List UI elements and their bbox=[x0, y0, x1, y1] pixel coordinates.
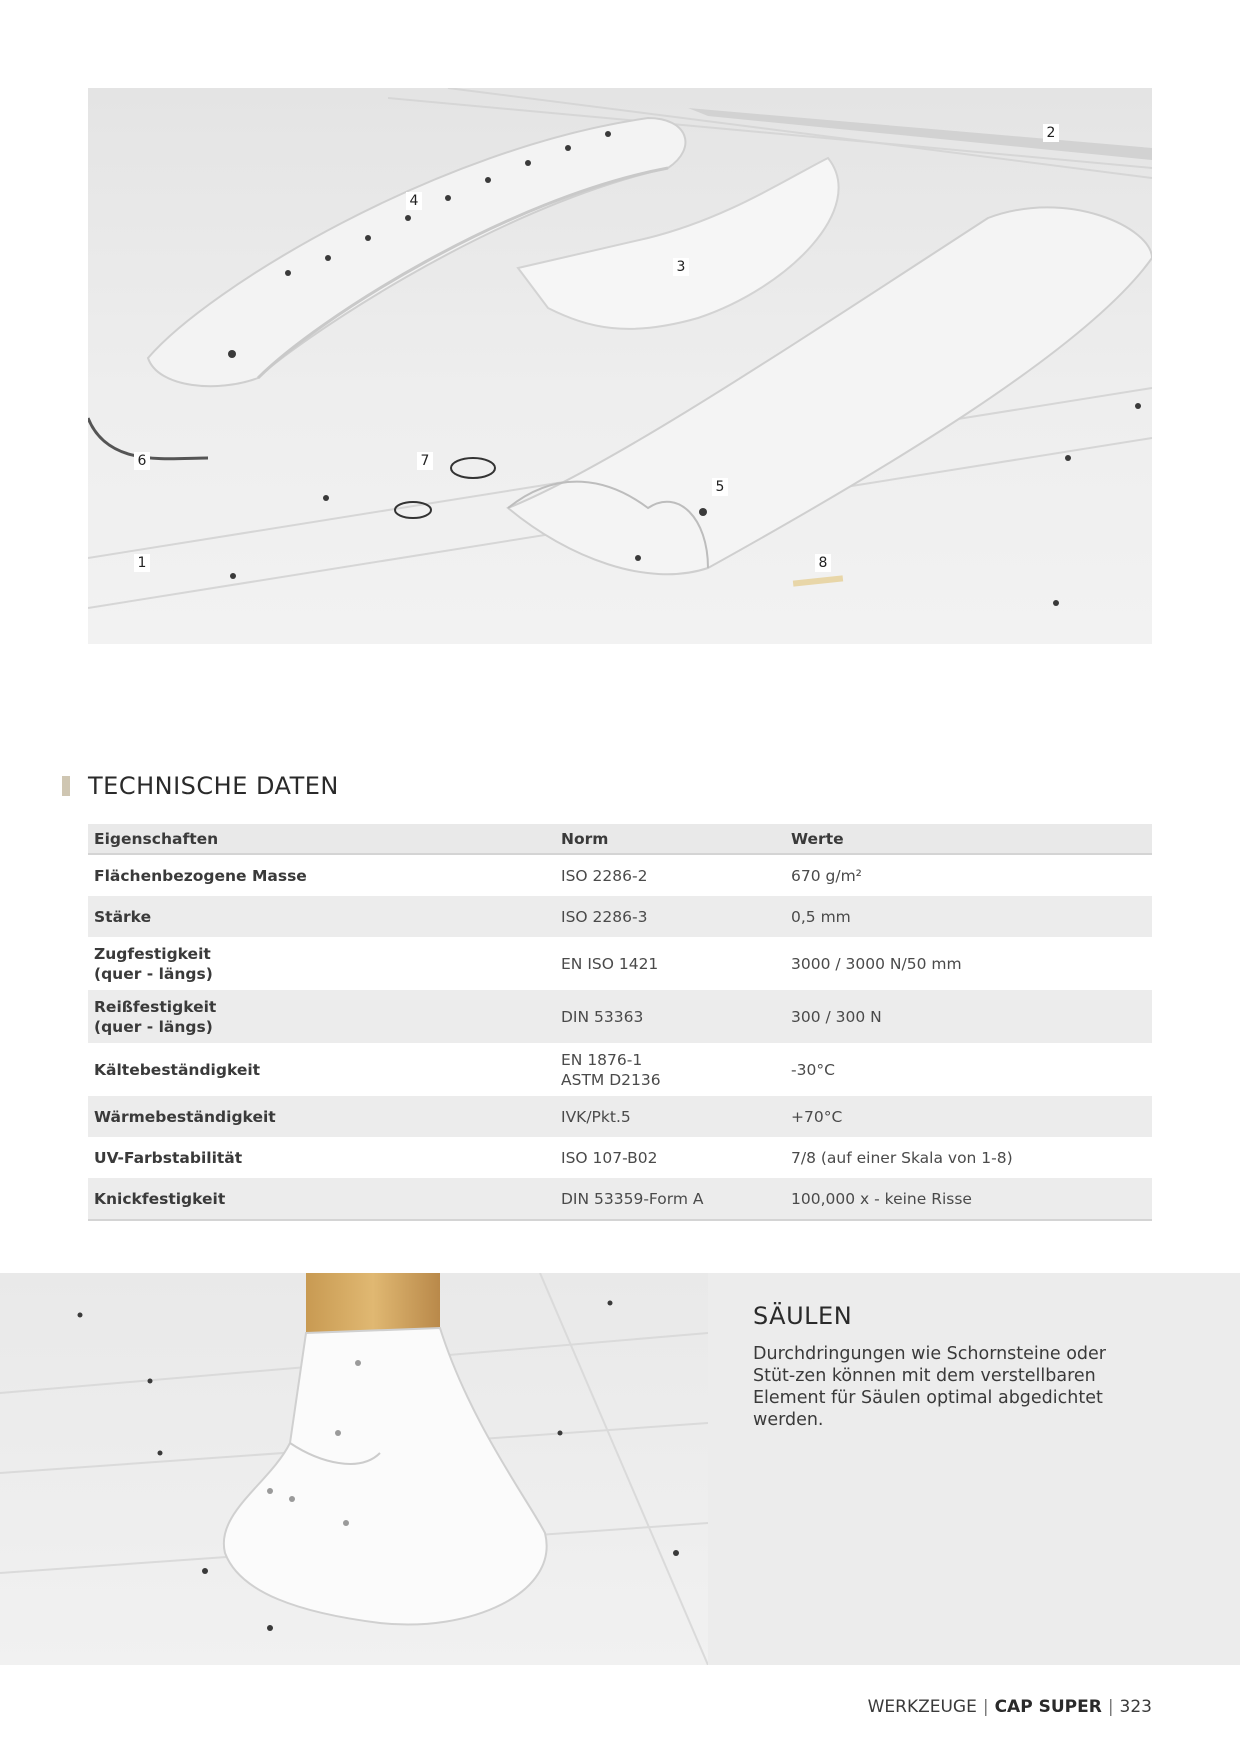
table-row bbox=[88, 1137, 1152, 1178]
property-cell: Stärke bbox=[88, 896, 555, 937]
value-cell: 0,5 mm bbox=[785, 896, 1152, 937]
table-row bbox=[88, 990, 1152, 1043]
value-cell: 670 g/m² bbox=[791, 866, 862, 885]
product-illustration bbox=[88, 88, 1152, 644]
footer-brand: CAP SUPER bbox=[994, 1697, 1102, 1717]
callout-6: 6 bbox=[134, 452, 150, 470]
value-cell: 100,000 x - keine Risse bbox=[785, 1178, 1152, 1220]
table-row bbox=[88, 1043, 1152, 1096]
norm-cell: IVK/Pkt.5 bbox=[555, 1096, 785, 1137]
page-number: 323 bbox=[1119, 1697, 1152, 1717]
header-norm: Norm bbox=[555, 824, 785, 854]
property-cell: Reißfestigkeit (quer - längs) bbox=[88, 990, 555, 1043]
header-value: Werte bbox=[785, 824, 1152, 854]
property-cell: UV-Farbstabilität bbox=[94, 1148, 243, 1167]
norm-cell: EN 1876-1 ASTM D2136 bbox=[561, 1050, 661, 1089]
callout-7: 7 bbox=[417, 452, 433, 470]
footer-divider: | bbox=[982, 1697, 989, 1717]
section-title: TECHNISCHE DATEN bbox=[88, 772, 339, 800]
technical-data-table bbox=[88, 824, 1152, 1221]
callout-8: 8 bbox=[815, 554, 831, 572]
value-cell: -30°C bbox=[791, 1060, 835, 1079]
property-cell: Wärmebeständigkeit bbox=[88, 1096, 555, 1137]
table-row bbox=[88, 937, 1152, 990]
table-header-row bbox=[88, 824, 1152, 854]
header-property: Eigenschaften bbox=[88, 824, 555, 854]
callout-1: 1 bbox=[134, 554, 150, 572]
value-cell: +70°C bbox=[785, 1096, 1152, 1137]
table-row bbox=[88, 1096, 1152, 1137]
property-cell: Kältebeständigkeit bbox=[94, 1060, 261, 1079]
callout-5: 5 bbox=[712, 478, 728, 496]
value-cell: 3000 / 3000 N/50 mm bbox=[791, 954, 962, 973]
section-title-marker bbox=[62, 776, 70, 796]
value-cell: 7/8 (auf einer Skala von 1-8) bbox=[791, 1148, 1013, 1167]
norm-cell: EN ISO 1421 bbox=[561, 954, 659, 973]
table-row bbox=[88, 896, 1152, 937]
norm-cell: ISO 107-B02 bbox=[561, 1148, 658, 1167]
footer-divider: | bbox=[1107, 1697, 1114, 1717]
footer-section: WERKZEUGE bbox=[867, 1697, 977, 1717]
saeulen-description: Durchdringungen wie Schornsteine oder Stüt-​zen können mit dem verstellbaren Element für Säulen optimal abgedichtet werden. bbox=[753, 1344, 1106, 1430]
value-cell: 300 / 300 N bbox=[785, 990, 1152, 1043]
info-panel bbox=[708, 1273, 1240, 1665]
saeulen-title: SÄULEN bbox=[753, 1302, 853, 1330]
norm-cell: DIN 53359-Form A bbox=[555, 1178, 785, 1220]
table-row bbox=[88, 1178, 1152, 1220]
property-cell: Knickfestigkeit bbox=[88, 1178, 555, 1220]
property-cell: Zugfestigkeit (quer - längs) bbox=[94, 944, 213, 983]
callout-3: 3 bbox=[673, 258, 689, 276]
callout-2: 2 bbox=[1043, 124, 1059, 142]
property-cell: Flächenbezogene Masse bbox=[94, 866, 307, 885]
page-footer bbox=[868, 1697, 1152, 1717]
product-photo bbox=[88, 88, 1152, 644]
norm-cell: DIN 53363 bbox=[555, 990, 785, 1043]
norm-cell: ISO 2286-2 bbox=[561, 866, 648, 885]
callout-4: 4 bbox=[406, 192, 422, 210]
column-photo bbox=[0, 1273, 708, 1665]
table-row bbox=[88, 854, 1152, 896]
column-illustration bbox=[0, 1273, 708, 1665]
norm-cell: ISO 2286-3 bbox=[555, 896, 785, 937]
